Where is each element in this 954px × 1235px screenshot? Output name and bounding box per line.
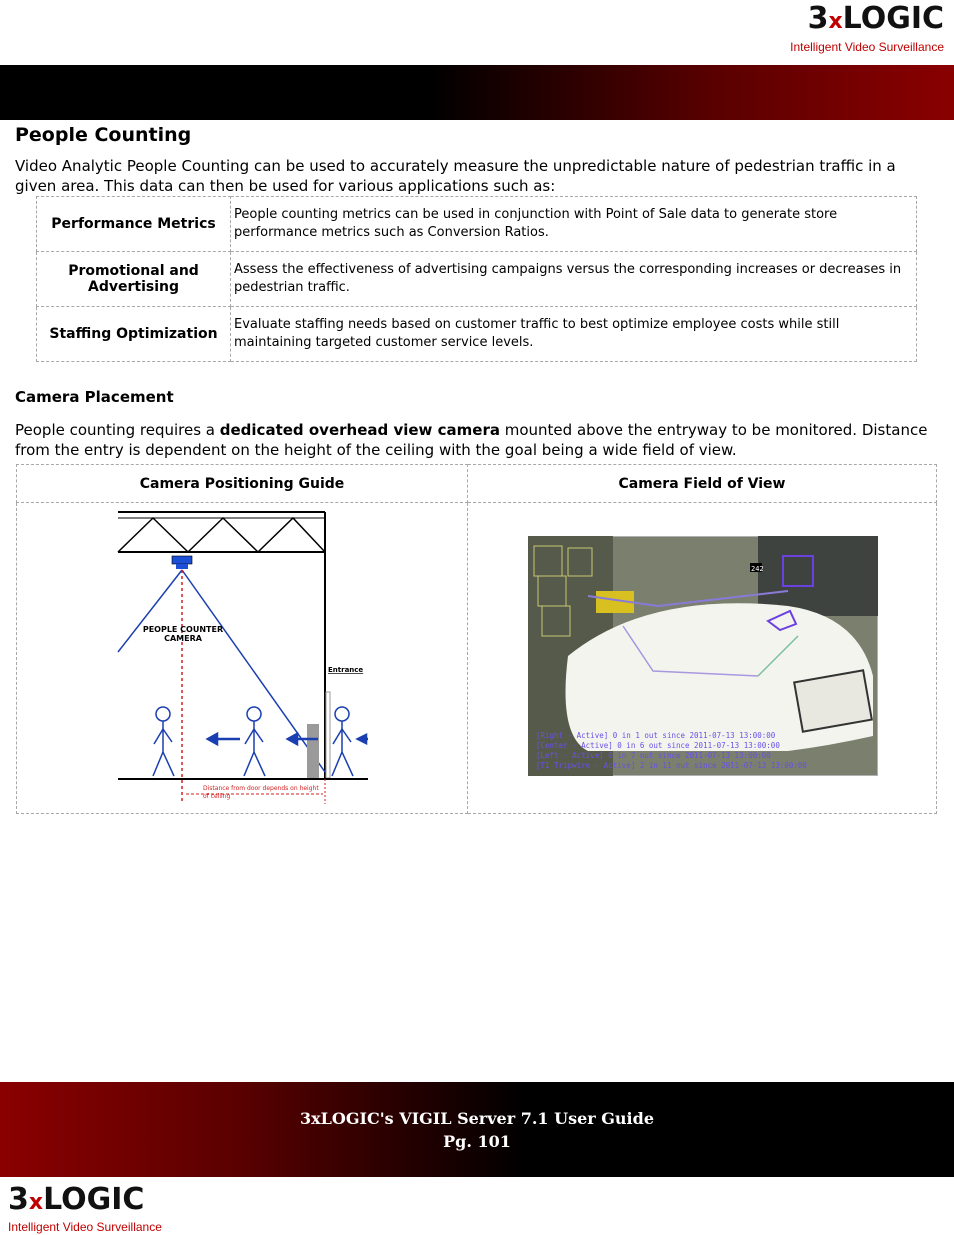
section-title: People Counting xyxy=(15,124,192,146)
section-intro: Video Analytic People Counting can be used to accurately measure the unpredictable nature of pedestrian traffic in a given area. This data can then be used for various applications such as: xyxy=(15,157,896,195)
header-band xyxy=(0,65,954,120)
camera-overlay-line: [Center - Active] 0 in 6 out since 2011-07-13 13:00:00 xyxy=(536,741,780,750)
logo-3: 3 xyxy=(807,1,829,36)
camera-table-header-guide: Camera Positioning Guide xyxy=(17,465,468,503)
placement-text xyxy=(15,420,939,460)
camera-table xyxy=(16,464,937,814)
logo-wordmark xyxy=(8,1182,162,1218)
footer-page-number: Pg. 101 xyxy=(443,1132,511,1151)
application-desc: Assess the effectiveness of advertising campaigns versus the corresponding increases or decreases in pedestrian traffic. xyxy=(231,252,917,307)
diagram-distance-1: Distance from door depends on height xyxy=(203,785,319,792)
camera-view-badge: 242 xyxy=(751,565,764,573)
applications-table xyxy=(36,196,917,362)
field-of-view-cell xyxy=(468,503,937,814)
logo-tagline: Intelligent Video Surveillance xyxy=(8,1220,162,1234)
application-name: Performance Metrics xyxy=(37,197,231,252)
table-row xyxy=(37,197,917,252)
page-content xyxy=(15,124,939,800)
logo-tagline: Intelligent Video Surveillance xyxy=(790,40,944,54)
logo-3: 3 xyxy=(8,1182,29,1217)
logo-wordmark xyxy=(790,1,944,37)
footer-guide-title: 3xLOGIC's VIGIL Server 7.1 User Guide xyxy=(299,1109,654,1128)
header-logo xyxy=(790,1,944,54)
camera-overlay-line: [T1 Tripwire - Active] 2 in 11 out since 2011-07-13 13:00:00 xyxy=(536,761,807,770)
application-name: Staffing Optimization xyxy=(37,307,231,362)
table-row xyxy=(37,307,917,362)
diagram-entrance-label: Entrance xyxy=(328,666,364,674)
application-name: Promotional and Advertising xyxy=(37,252,231,307)
application-desc: People counting metrics can be used in conjunction with Point of Sale data to generate store performance metrics such as Conversion Ratios. xyxy=(231,197,917,252)
diagram-camera-label-2: CAMERA xyxy=(164,634,202,643)
positioning-diagram xyxy=(18,504,466,812)
diagram-camera-label-1: PEOPLE COUNTER xyxy=(142,625,224,634)
application-desc: Evaluate staffing needs based on customer traffic to best optimize employee costs while still maintaining targeted customer service levels. xyxy=(231,307,917,362)
footer-logo xyxy=(8,1182,162,1234)
logo-logic: LOGIC xyxy=(43,1182,145,1217)
camera-table-header-view: Camera Field of View xyxy=(468,465,937,503)
camera-overlay-line: [Right - Active] 0 in 1 out since 2011-07-13 13:00:00 xyxy=(536,731,776,740)
placement-text-bold: dedicated overhead view camera xyxy=(219,421,500,439)
camera-view-image xyxy=(528,536,878,776)
logo-x: x xyxy=(828,9,843,34)
table-row xyxy=(37,252,917,307)
footer-band xyxy=(0,1082,954,1177)
placement-text-b: mounted above the entryway to be monitored. Distance from the entry is dependent on the height of the ceiling with the goal being a wide field of view. xyxy=(15,421,928,459)
placement-title: Camera Placement xyxy=(15,388,174,406)
positioning-diagram-cell xyxy=(17,503,468,814)
logo-x: x xyxy=(28,1190,44,1215)
logo-logic: LOGIC xyxy=(842,1,944,36)
placement-text-a: People counting requires a xyxy=(15,421,220,439)
diagram-distance-2: of ceiling xyxy=(203,793,231,800)
camera-overlay-line: [Left - Active] 0 in 7 out since 2011-07-13 13:00:00 xyxy=(536,751,771,760)
